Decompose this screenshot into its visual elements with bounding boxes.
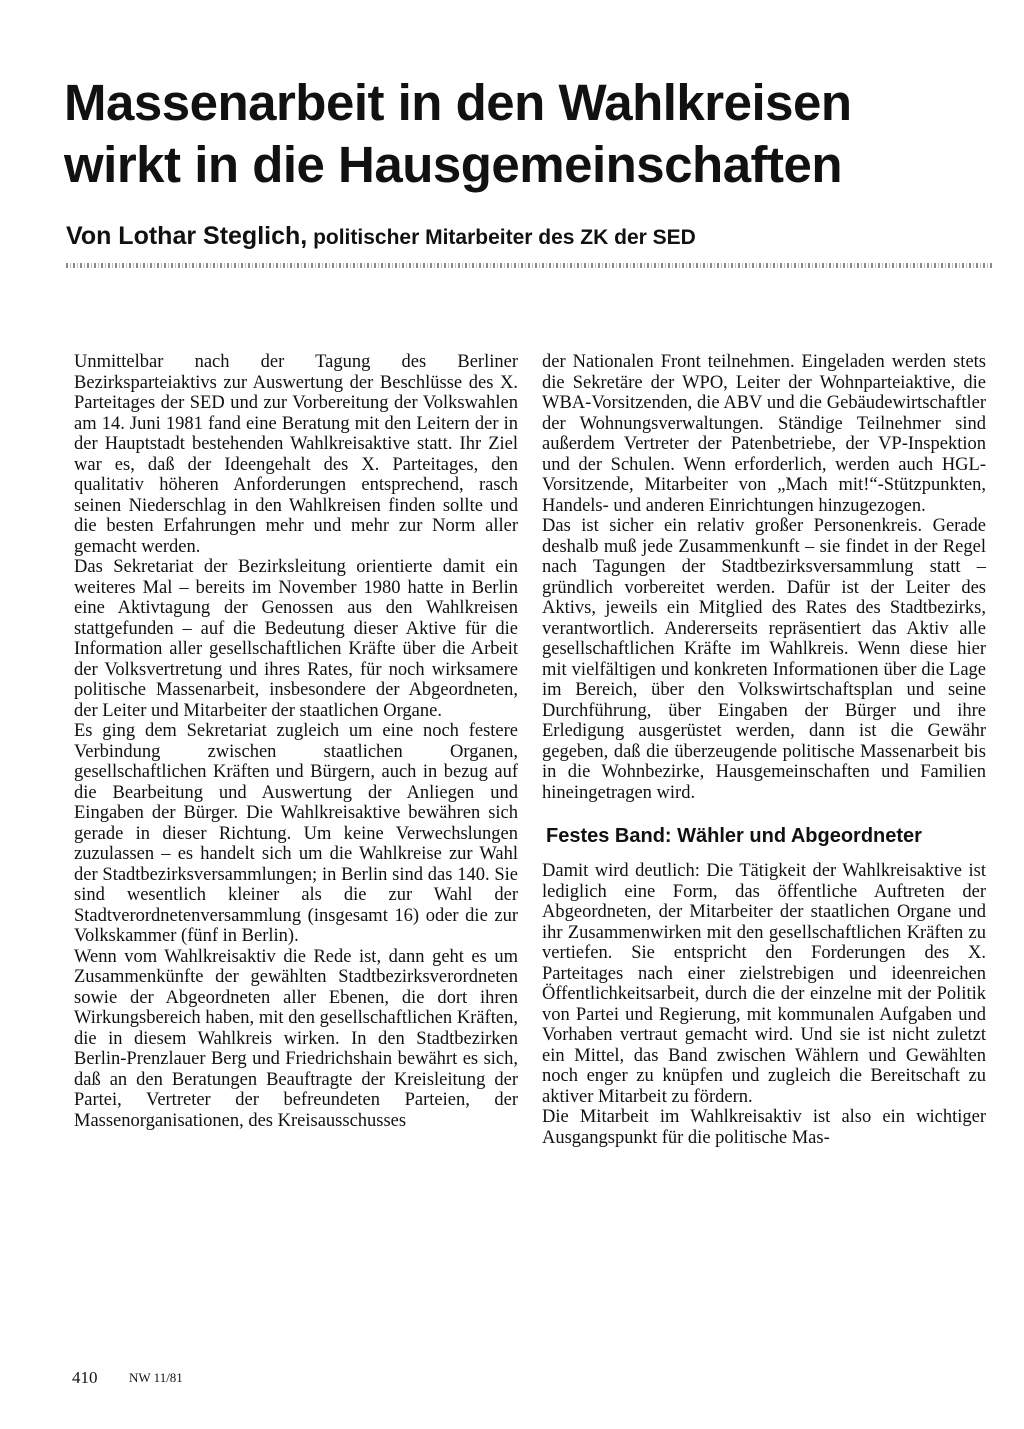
issue-label: NW 11/81 bbox=[129, 1370, 183, 1385]
article-headline bbox=[64, 72, 984, 196]
byline-author: Von Lothar Steglich, bbox=[66, 222, 308, 250]
paragraph: der Nationalen Front teilnehmen. Eingeladen werden stets die Sekretäre der WPO, Leiter der Wohnparteiaktive, die WBA-Vorsitzenden, die ABV und die Gebäudewirtschaftler der Wohnungsverwaltungen. Ständige Teilnehmer sind außerdem Vertreter der Patenbetriebe, der VP-Inspektion und der Schulen. Wenn erforderlich, werden auch HGL-Vorsitzende, Mitarbeiter von „Mach mit!“-Stützpunkten, Handels- und anderen Einrichtungen hinzugezogen. bbox=[542, 352, 986, 516]
paragraph: Unmittelbar nach der Tagung des Berliner Bezirksparteiaktivs zur Auswertung der Beschlüsse des X. Parteitages der SED und zur Vorbereitung der Volkswahlen am 14. Juni 1981 fand eine Beratung mit den Leitern der in der Hauptstadt bestehenden Wahlkreisaktive statt. Ihr Ziel war es, daß der Ideengehalt des X. Parteitages, den qualitativ höheren Anforderungen entsprechend, rasch seinen Niederschlag in den Wahlkreisen finden sollte und die besten Erfahrungen mehr und mehr zur Norm aller gemacht werden. bbox=[74, 352, 518, 557]
headline-line-1: Massenarbeit in den Wahlkreisen bbox=[64, 74, 852, 131]
paragraph: Damit wird deutlich: Die Tätigkeit der Wahlkreisaktive ist lediglich eine Form, das öffentliche Auftreten der Abgeordneten, der Mitarbeiter der staatlichen Organe und ihr Zusammenwirken mit den gesellschaftlichen Kräften zu vertiefen. Sie entspricht den Forderungen des X. Parteitages nach einer zielstrebigen und ideenreichen Öffentlichkeitsarbeit, durch die der einzelne mit der Politik von Partei und Regierung, mit kommunalen Aufgaben und Vorhaben vertraut gemacht wird. Und sie ist nicht zuletzt ein Mittel, das Band zwischen Wählern und Gewählten noch enger zu knüpfen und zugleich die Bereitschaft zu aktiver Mitarbeit zu fördern. bbox=[542, 861, 986, 1107]
byline-role: politischer Mitarbeiter des ZK der SED bbox=[313, 226, 696, 249]
section-subheading: Festes Band: Wähler und Abgeordneter bbox=[546, 825, 922, 847]
decorative-rule bbox=[66, 263, 992, 268]
right-column bbox=[542, 352, 986, 1148]
byline bbox=[66, 222, 986, 252]
headline-line-2: wirkt in die Hausgemeinschaften bbox=[64, 136, 843, 193]
paragraph: Es ging dem Sekretariat zugleich um eine noch festere Verbindung zwischen staatlichen Organen, gesellschaftlichen Kräften und Bürgern, auch in bezug auf die Bearbeitung und Auswertung der Anliegen und Eingaben der Bürger. Die Wahlkreisaktive bewähren sich gerade in dieser Richtung. Um keine Verwechslungen zuzulassen – es handelt sich um die Wahlkreise zur Wahl der Stadtbezirksversammlungen; in Berlin sind das 140. Sie sind wesentlich kleiner als die zur Wahl der Stadtverordnetenversammlung (insgesamt 16) oder die zur Volkskammer (fünf in Berlin). bbox=[74, 721, 518, 946]
paragraph: Das Sekretariat der Bezirksleitung orientierte damit ein weiteres Mal – bereits im November 1980 hatte in Berlin eine Aktivtagung der Genossen aus den Wahlkreisen stattgefunden – auf die Bedeutung dieser Aktive für die Information aller gesellschaftlichen Kräfte über die Arbeit der Volksvertretung und ihres Rates, für noch wirksamere politische Massenarbeit, insbesondere der Abgeordneten, der Leiter und Mitarbeiter der staatlichen Organe. bbox=[74, 557, 518, 721]
paragraph: Die Mitarbeit im Wahlkreisaktiv ist also ein wichtiger Ausgangspunkt für die politische Mas- bbox=[542, 1107, 986, 1148]
paragraph: Wenn vom Wahlkreisaktiv die Rede ist, dann geht es um Zusammenkünfte der gewählten Stadtbezirksverordneten sowie der Abgeordneten aller Ebenen, die dort ihren Wirkungsbereich haben, mit den gesellschaftlichen Kräften, die in diesem Wahlkreis wirken. In den Stadtbezirken Berlin-Prenzlauer Berg und Friedrichshain bewährt es sich, daß an den Beratungen Beauftragte der Kreisleitung der Partei, Vertreter der befreundeten Parteien, der Massenorganisationen, des Kreisausschusses bbox=[74, 946, 518, 1131]
paragraph: Das ist sicher ein relativ großer Personenkreis. Gerade deshalb muß jede Zusammenkunft – sie findet in der Regel nach Tagungen der Stadtbezirksversammlung statt – gründlich vorbereitet werden. Dafür ist der Leiter des Aktivs, jeweils ein Mitglied des Rates des Stadtbezirks, verantwortlich. Andererseits repräsentiert das Aktiv alle gesellschaftlichen Kräfte im Wahlkreis. Wenn diese hier mit vielfältigen und konkreten Informationen über die Lage im Bereich, über den Volkswirtschaftsplan und seine Durchführung, über Eingaben der Bürger und ihre Erledigung ausgerüstet werden, dann ist die Gewähr gegeben, daß die überzeugende politische Massenarbeit bis in die Wohnbezirke, Hausgemeinschaften und Familien hineingetragen wird. bbox=[542, 516, 986, 803]
left-column bbox=[74, 352, 518, 1131]
page-number: 410 bbox=[72, 1368, 98, 1387]
